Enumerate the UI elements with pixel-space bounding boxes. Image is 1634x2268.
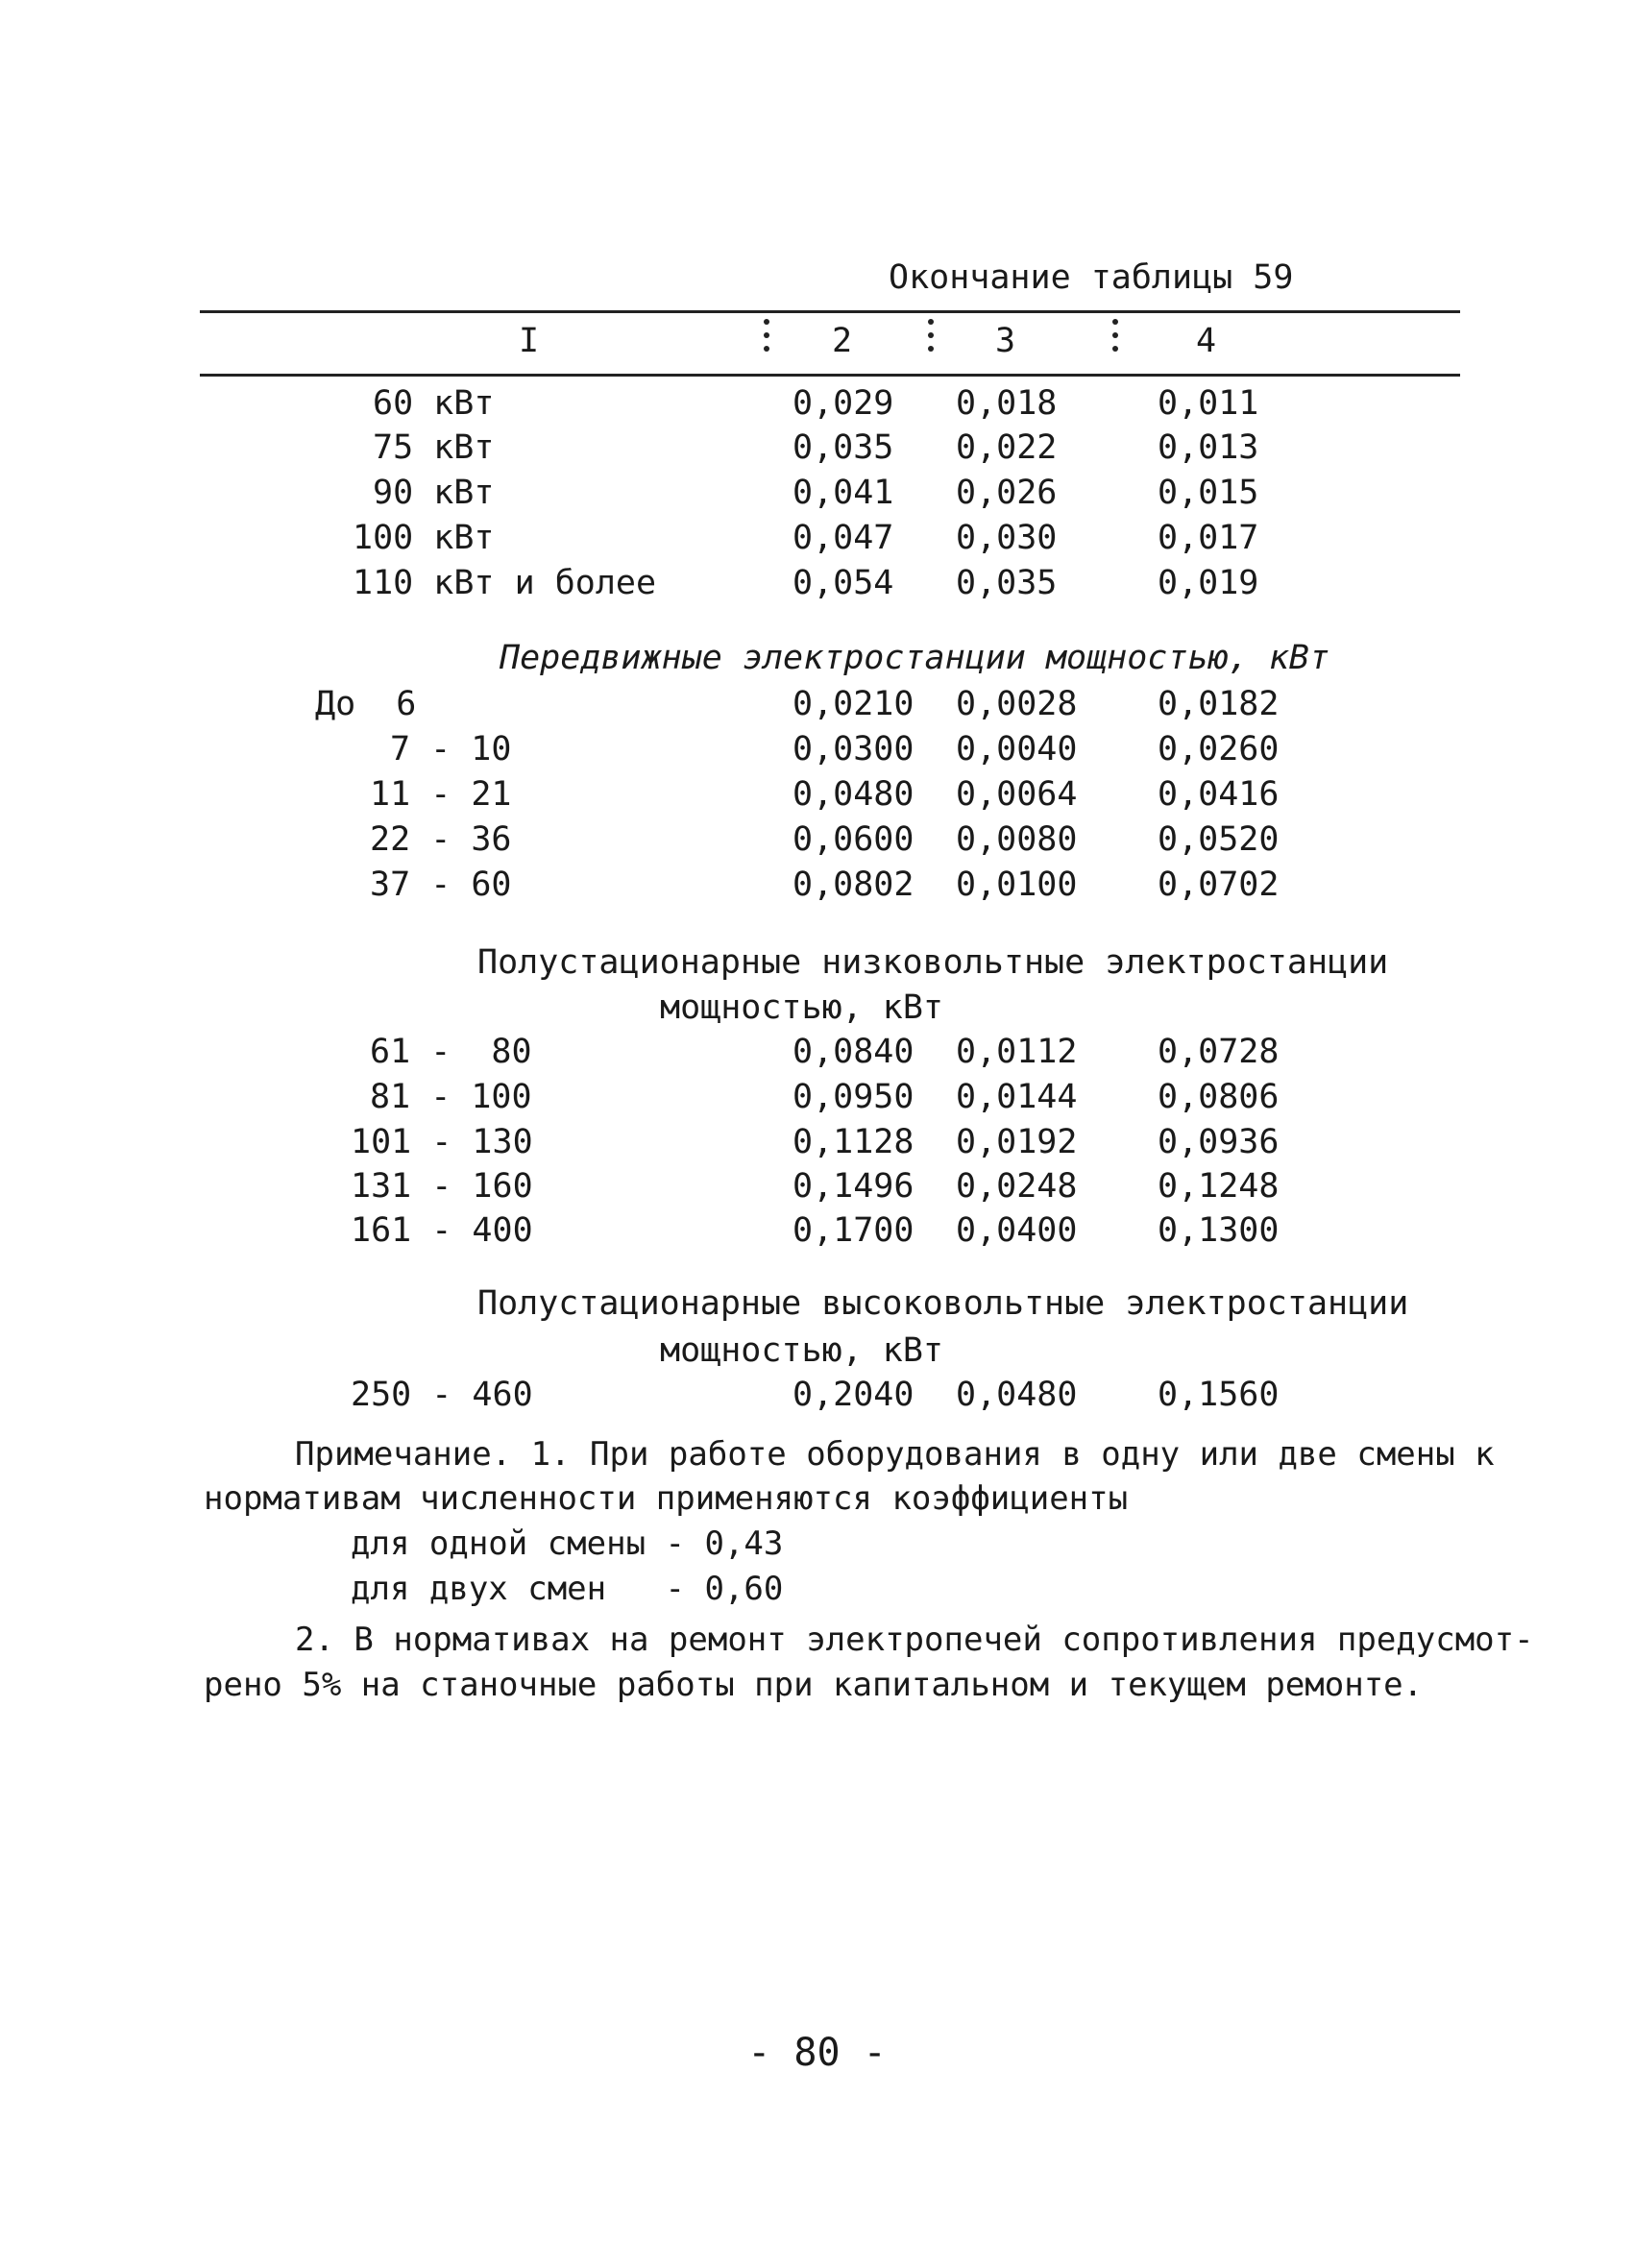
cell-col-2: 0,1128 <box>793 1123 915 1161</box>
cell-col-3: 0,0028 <box>956 685 1078 723</box>
table-row <box>0 1211 1634 1258</box>
cell-col-4: 0,0416 <box>1158 775 1280 814</box>
cell-col-4: 0,013 <box>1158 428 1259 467</box>
section-heading-highvolt-unit: мощностью, кВт <box>660 1331 944 1370</box>
cell-col-4: 0,015 <box>1158 474 1259 512</box>
table-top-rule <box>200 310 1460 313</box>
header-col-2: 2 <box>832 322 853 360</box>
cell-col-2: 0,1700 <box>793 1211 915 1250</box>
cell-col-2: 0,054 <box>793 564 894 602</box>
cell-col-4: 0,019 <box>1158 564 1259 602</box>
cell-col-3: 0,018 <box>956 384 1058 423</box>
cell-col-3: 0,0064 <box>956 775 1078 814</box>
cell-col-3: 0,0400 <box>956 1211 1078 1250</box>
note-1-line-2: нормативам численности применяются коэффициенты <box>204 1479 1129 1518</box>
cell-col-3: 0,0040 <box>956 730 1078 768</box>
table-row <box>0 519 1634 566</box>
note-1-line-1: Примечание. 1. При работе оборудования в одну или две смены к <box>295 1435 1495 1474</box>
table-row <box>0 868 1634 913</box>
note-2-line-2: рено 5% на станочные работы при капитальном и текущем ремонте. <box>204 1666 1424 1704</box>
row-label: 101 - 130 <box>351 1123 533 1161</box>
cell-col-4: 0,0806 <box>1158 1078 1280 1116</box>
cell-col-3: 0,0100 <box>956 866 1078 904</box>
cell-col-2: 0,0950 <box>793 1078 915 1116</box>
section-heading-highvolt: Полустационарные высоковольтные электростанции <box>477 1284 1409 1323</box>
header-col-4: 4 <box>1196 322 1217 360</box>
row-label: 131 - 160 <box>351 1167 533 1206</box>
cell-col-2: 0,0300 <box>793 730 915 768</box>
header-col-1: I <box>519 322 540 360</box>
table-row <box>0 685 1634 732</box>
cell-col-4: 0,1248 <box>1158 1167 1280 1206</box>
cell-col-3: 0,0144 <box>956 1078 1078 1116</box>
row-label: 60 кВт <box>373 384 495 423</box>
row-label: 75 кВт <box>373 428 495 467</box>
row-label: 81 - 100 <box>370 1078 532 1116</box>
cell-col-4: 0,1560 <box>1158 1376 1280 1414</box>
row-label: 11 - 21 <box>370 775 512 814</box>
cell-col-4: 0,0520 <box>1158 820 1280 859</box>
cell-col-4: 0,0702 <box>1158 866 1280 904</box>
cell-col-4: 0,0728 <box>1158 1033 1280 1071</box>
page-number: - 80 - <box>747 2031 887 2075</box>
cell-col-2: 0,0210 <box>793 685 915 723</box>
cell-col-2: 0,0600 <box>793 820 915 859</box>
table-row <box>0 1033 1634 1080</box>
cell-col-4: 0,0260 <box>1158 730 1280 768</box>
section-heading-lowvolt: Полустационарные низковольтные электростанции <box>477 943 1389 982</box>
table-row <box>0 1378 1634 1423</box>
table-row <box>0 1167 1634 1214</box>
row-label: 100 кВт <box>353 519 495 557</box>
cell-col-3: 0,026 <box>956 474 1058 512</box>
cell-col-4: 0,0182 <box>1158 685 1280 723</box>
table-row <box>0 1078 1634 1125</box>
table-row <box>0 1123 1634 1170</box>
cell-col-4: 0,1300 <box>1158 1211 1280 1250</box>
header-separator <box>1112 319 1118 359</box>
row-label: До 6 <box>315 685 417 723</box>
table-caption: Окончание таблицы 59 <box>889 258 1294 297</box>
note-2-line-1: 2. В нормативах на ремонт электропечей сопротивления предусмот- <box>295 1621 1534 1659</box>
note-1-line-3: для одной смены - 0,43 <box>351 1524 784 1563</box>
row-label: 161 - 400 <box>351 1211 533 1250</box>
cell-col-3: 0,0480 <box>956 1376 1078 1414</box>
table-row <box>0 476 1634 521</box>
row-label: 90 кВт <box>373 474 495 512</box>
table-row <box>0 820 1634 867</box>
cell-col-2: 0,0840 <box>793 1033 915 1071</box>
table-row <box>0 384 1634 431</box>
cell-col-3: 0,0248 <box>956 1167 1078 1206</box>
cell-col-4: 0,0936 <box>1158 1123 1280 1161</box>
cell-col-2: 0,0480 <box>793 775 915 814</box>
cell-col-2: 0,041 <box>793 474 894 512</box>
header-separator <box>928 319 934 359</box>
row-label: 7 - 10 <box>390 730 512 768</box>
table-row <box>0 564 1634 611</box>
header-separator <box>764 319 769 359</box>
row-label: 22 - 36 <box>370 820 512 859</box>
cell-col-3: 0,0112 <box>956 1033 1078 1071</box>
cell-col-3: 0,022 <box>956 428 1058 467</box>
cell-col-3: 0,0080 <box>956 820 1078 859</box>
cell-col-2: 0,1496 <box>793 1167 915 1206</box>
cell-col-3: 0,0192 <box>956 1123 1078 1161</box>
cell-col-4: 0,011 <box>1158 384 1259 423</box>
cell-col-3: 0,030 <box>956 519 1058 557</box>
row-label: 250 - 460 <box>351 1376 533 1414</box>
cell-col-2: 0,2040 <box>793 1376 915 1414</box>
cell-col-2: 0,029 <box>793 384 894 423</box>
cell-col-3: 0,035 <box>956 564 1058 602</box>
section-heading-lowvolt-unit: мощностью, кВт <box>660 988 944 1027</box>
table-header-rule <box>200 374 1460 377</box>
table-row <box>0 428 1634 476</box>
table-row <box>0 775 1634 822</box>
row-label: 61 - 80 <box>370 1033 532 1071</box>
row-label: 37 - 60 <box>370 866 512 904</box>
cell-col-2: 0,035 <box>793 428 894 467</box>
header-col-3: 3 <box>995 322 1016 360</box>
cell-col-4: 0,017 <box>1158 519 1259 557</box>
row-label: 110 кВт и более <box>353 564 657 602</box>
cell-col-2: 0,0802 <box>793 866 915 904</box>
note-1-line-4: для двух смен - 0,60 <box>351 1570 784 1608</box>
cell-col-2: 0,047 <box>793 519 894 557</box>
section-heading-mobile: Передвижные электростанции мощностью, кВт <box>500 639 1329 677</box>
table-row <box>0 730 1634 777</box>
